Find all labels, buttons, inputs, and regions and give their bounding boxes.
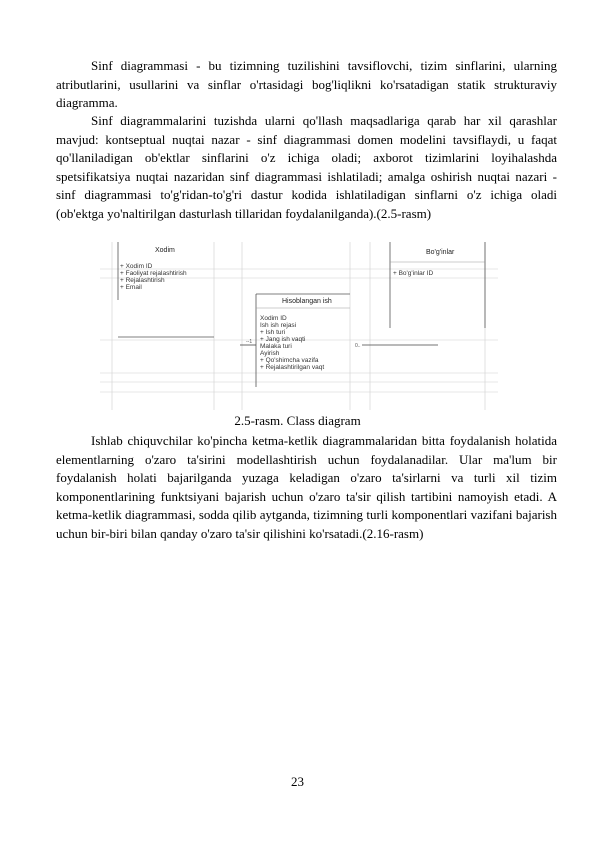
class-right-item: + Bo'g'inlar ID [393,270,434,277]
class-left-item: + Email [120,284,142,291]
class-right-title: Bo'g'inlar [426,249,455,256]
class-left-title: Xodim [155,247,175,254]
class-middle-item: Xodim ID [260,315,287,322]
class-middle-item: Ayirish [260,350,280,357]
class-diagram-figure [100,242,498,410]
class-left-item: + Rejalashtirish [120,277,165,284]
figure-caption: 2.5-rasm. Class diagram [234,413,361,428]
class-middle-item: + Jang ish vaqti [260,336,306,343]
multiplicity-mark: 0.. [355,343,361,349]
class-middle-title: Hisoblangan ish [282,298,332,305]
class-middle-item: + Qo'shimcha vazifa [260,357,319,364]
class-diagram [100,242,498,410]
page-number: 23 [291,774,304,789]
paragraph-2: Sinf diagrammalarini tuzishda ularni qo'llash maqsadlariga qarab har xil qarashlar mavjud: kontseptual nuqtai nazar - sinf diagrammasi domen modelini tavsiflaydi, u faqat qo'llaniladigan ob'ektlar sinflarini o'z ichiga oladi; axborot tizimlarini loyihalashda spetsifikatsiya nuqtai nazaridan sinf diagrammasi ishlatiladi; amalga oshirish nuqtai nazari - sinf diagrammasi to'g'ridan-to'g'ri dastur kodida ishlatiladigan sinflarni o'z ichiga oladi (ob'ektga yo'naltirilgan dasturlash tillaridan foydalanilganda).(2.5-rasm) [56,113,557,221]
paragraph-3: Ishlab chiquvchilar ko'pincha ketma-ketlik diagrammalaridan bitta foydalanish holatida elementlarning o'zaro ta'sirini modellashtirish uchun foydalanadilar. Ular ma'lum bir foydalanish holati bajarilganda yuzaga keladigan o'zaro ta'sirlarni va turli xil tizim komponentlarining funktsiyani bajarish uchun o'zaro ta'sir qilish tartibini namoyish etadi. A ketma-ketlik diagrammasi, sodda qilib aytganda, tizimning turli komponentlari vazifani bajarish uchun bir-biri bilan qanday o'zaro ta'sir qilishini ko'rsatadi.(2.16-rasm) [56,433,557,541]
class-middle-item: Ish ish rejasi [260,322,297,329]
class-left-item: + Xodim ID [120,263,153,270]
paragraph-1: Sinf diagrammasi - bu tizimning tuzilishini tavsiflovchi, tizim sinflarini, ularning atributlarini, usullarini va sinflar o'rtasidagi bog'liqlikni ko'rsatadigan statik strukturaviy diagramma. [56,58,557,111]
class-left-box [118,242,214,337]
class-right-box [390,242,485,328]
class-middle-item: + Ish turi [260,329,286,336]
class-middle-item: + Rejalashtirilgan vaqt [260,364,325,371]
class-left-item: + Faoliyat rejalashtirish [120,270,187,277]
class-middle-item: Malaka turi [260,343,292,350]
multiplicity-mark: --1 [246,339,253,345]
